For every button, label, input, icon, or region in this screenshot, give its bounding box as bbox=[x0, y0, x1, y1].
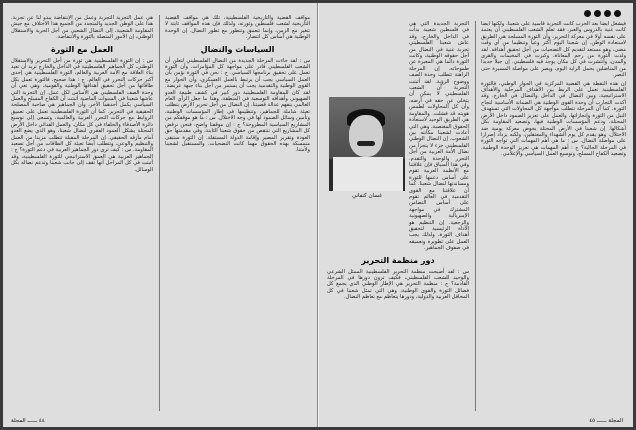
section-heading: دور منظمة التحرير bbox=[361, 255, 435, 265]
column-divider bbox=[475, 21, 476, 411]
dot-icon bbox=[614, 10, 621, 17]
dot-icon bbox=[584, 10, 591, 17]
column-intro: هي عمل التجربة التجربة وعمل من الإنتفاضة يبدو لنا عن تجربة. هذا على الوطن الجديد والمتجدد من الجميع هذا الاختلاف مع جيش المقاومة الشعبية، إلى النضال الشعبي من أجل الحرية والاستقلال الوطني، إن الأمور المتصلة بالثورة والانتفاضة. bbox=[11, 15, 153, 41]
left-page bbox=[3, 3, 318, 427]
right-page-column-right bbox=[481, 21, 626, 411]
section-heading: العمل مع الثورة bbox=[50, 44, 114, 54]
column-intro: مواقف القضية والتاريخية الفلسطينية، تلك هي مواقف القضية التاريخية لشعب فلسطين وثورته، ولذلك فإن هذه المواقف ثابتة لا تتغير مع الزمن، وإنما تتعمق وتتطور مع تطور النضال. إن الوحدة الوطنية هي أساس كل انتصار. bbox=[165, 15, 310, 41]
decorative-dots bbox=[584, 10, 621, 17]
dot-icon bbox=[594, 10, 601, 17]
portrait-photo bbox=[329, 97, 405, 191]
column-body: فيشغل أيضا بعد الحرب كانت التجربة قاسية على شعبنا، ولكنها أيضا كانت غنية بالدروس والعبر، فقد تعلم الشعب الفلسطيني أن يعتمد على نفسه أولا في معركة التحرير، وأن الثورة المسلحة هي الطريق لاستعادة الوطن. إن شعبنا اليوم أكثر وعيا وتنظيما من أي وقت مضى، وهو مستعد لتقديم كل التضحيات من أجل تحقيق أهدافه. لقد ولدت الثورة من رحم المعاناة، وكبرت في المخيمات والقرى والمدن، وانتشرت في كل مكان يوجد فيه فلسطيني. إن جيلا جديدا من المناضلين يحمل الراية اليوم، ويصر على مواصلة المسيرة حتى النصر. bbox=[481, 21, 626, 79]
column-divider bbox=[159, 15, 160, 411]
left-page-column-left bbox=[11, 15, 153, 411]
page-footer: المجلة ــــــ ٤٥ bbox=[589, 418, 623, 424]
page-footer: ٤٤ ــــــ المجلة bbox=[11, 418, 45, 424]
left-page-column-right bbox=[165, 15, 310, 411]
column-body: س : إن الثورة الفلسطينية هي ثورة من أجل التحرير والاستقلال الوطني، كل الجماهير الفلسطينية في الداخل والخارج تريد أن تعيد بناء العلاقة مع الأمة العربية والعالم، الثورة الفلسطينية هي إحدى أكبر حركات التحرر في العالم. ج : هذا صحيح، فالثورة تعمل بكل طاقاتها من أجل تحقيق أهدافها الوطنية والقومية، وهي تعي أن وحدة الصف الفلسطيني هي الأساس لكل عمل. إن التجربة التي عاشها شعبنا في السنوات الماضية أثبتت أن الكفاح المسلح والعمل السياسي يكمل أحدهما الآخر، وأن الجماهير هي صاحبة المصلحة الحقيقية في التحرير. كما أن الثورة الفلسطينية تعمل على تعميق الروابط مع حركات التحرر العربية والعالمية، وتسعى إلى توسيع دائرة الأصدقاء والحلفاء في كل مكان. والعمل الفدائي داخل الأرض المحتلة يشكل العمود الفقري لنضال شعبنا، وهو الذي يضع العدو أمام مأزقه الحقيقي. إن المرحلة المقبلة تتطلب مزيدا من العمل والتنظيم والوعي، وتتطلب أيضا تعبئة كل الطاقات من أجل تصعيد المقاومة. س : كيف ترى دور الجماهير العربية في دعم الثورة؟ ج : الجماهير العربية هي العمق الاستراتيجي للثورة الفلسطينية، وقد أثبتت في كل المراحل أنها تقف إلى جانب شعبنا وتدعم نضاله بكل الوسائل. bbox=[11, 57, 153, 173]
right-page-column-left bbox=[327, 21, 469, 411]
column-body: إن هذه النقطة هي القضية المركزية في الحوار الوطني، فالثورة الفلسطينية تعمل على الربط بين الأهداف المرحلية والأهداف الاستراتيجية، وبين النضال في الداخل والنضال في الخارج. وقد أكدت التجارب أن وحدة القوى الوطنية هي الضمانة الأساسية لنجاح الثورة. كما أن المرحلة تتطلب مواجهة كل المحاولات التي تستهدف النيل من الثورة وإنجازاتها، والعمل على تعزيز الصمود داخل الأرض المحتلة، ودعم المؤسسات الوطنية فيها، وتصعيد المقاومة بكل أشكالها. إن شعبنا في الأرض المحتلة يخوض معركة يومية ضد الاحتلال، وهو يقدم كل يوم الشهداء والمعتقلين، ولكنه يزداد إصرارا على مواصلة النضال. س : ما هي أهم المهمات التي تواجه الثورة في المرحلة الحالية؟ ج : أهم المهمات هي تعزيز الوحدة الوطنية، وتصعيد الكفاح المسلح، وتوسيع العمل السياسي والإعلامي. bbox=[481, 80, 626, 158]
magazine-spread bbox=[3, 3, 633, 427]
column-body: التجربة الجديدة التي هي في فلسطين شعبية بدأت في الداخل والخارج، وقد عاش شعبنا الفلسطيني تجربة غنية في النضال من أجل حقوقه الوطنية، وكانت الثورة دائما هي المعبرة عن طموحاته. إن المرحلة الراهنة تتطلب وحدة الصف ووضوح الرؤية. لقد أثبتت التجربة أن الشعب الفلسطيني لا يمكن أن يتخلى عن حقه في أرضه، وأن كل المحاولات لطمس هويته قد فشلت. والمقاومة هي الطريق الوحيد لاستعادة الحقوق المغتصبة، وهي التي أعادت لشعبنا مكانته بين الشعوب. إن النضال الوطني الفلسطيني جزء لا يتجزأ من نضال الأمة العربية من أجل التحرر والوحدة والتقدم. وفي هذا السياق فإن علاقتنا مع الأنظمة العربية تقوم على أساس دعمها للثورة ومساندتها لنضال شعبنا. كما أن علاقتنا مع القوى التقدمية في العالم تقوم على أساس التضامن المشترك في مواجهة الإمبريالية والصهيونية والرجعية. إن التنظيم هو الأداة الرئيسية لتحقيق أهداف الثورة، ولذلك يجب العمل على تطويره وتعميقه في صفوف الجماهير. bbox=[409, 21, 469, 252]
column-body: س : لقد أصبحت منظمة التحرير الفلسطينية الممثل الشرعي والوحيد للشعب الفلسطيني، فكيف ترون دورها في المرحلة القادمة؟ ج : منظمة التحرير هي الإطار الوطني الذي يجمع كل فصائل الثورة والقوى الوطنية، وهي التي تمثل شعبنا في كل المحافل العربية والدولية، ودورها يتعاظم مع تعاظم النضال. bbox=[327, 268, 469, 301]
photo-caption: غسان كنفاني bbox=[351, 193, 383, 199]
section-heading: السياسات والنضال bbox=[200, 44, 275, 54]
right-page bbox=[318, 3, 633, 427]
column-body: س : لقد جاءت المرحلة الجديدة من النضال الفلسطيني لتعلن أن الشعب الفلسطيني قادر على مواجهة كل المؤامرات، وأن الثورة تعمل على تحقيق برنامجها السياسي. ج : نحن في الثورة نؤمن بأن العمل السياسي يجب أن يرتبط بالعمل العسكري، وأن الحوار مع القوى الوطنية والتقدمية يجب أن يستمر من أجل بناء جبهة عريضة. لقد كان للمقاومة الفلسطينية دور كبير في كشف طبيعة العدو الصهيوني وأهدافه التوسعية في المنطقة، وهذا ما جعل الرأي العام العالمي يتفهم عدالة قضيتنا. إن النضال من أجل تحرير الأرض يتطلب تعبئة شاملة للجماهير، وتنظيمها في إطار المؤسسات الوطنية، وتأمين وسائل الصمود لها في وجه الاحتلال. س : ما هو موقفكم من المشاريع السياسية المطروحة؟ ج : إن موقفنا واضح، فنحن نرفض كل المشاريع التي تنتقص من حقوق شعبنا الثابتة، وفي مقدمتها حق العودة وتقرير المصير وإقامة الدولة المستقلة. إن الثورة ستبقى متمسكة بهذه الحقوق مهما كانت التضحيات، والمستقبل لشعبنا ولأمتنا. bbox=[165, 57, 310, 154]
dot-icon bbox=[604, 10, 611, 17]
